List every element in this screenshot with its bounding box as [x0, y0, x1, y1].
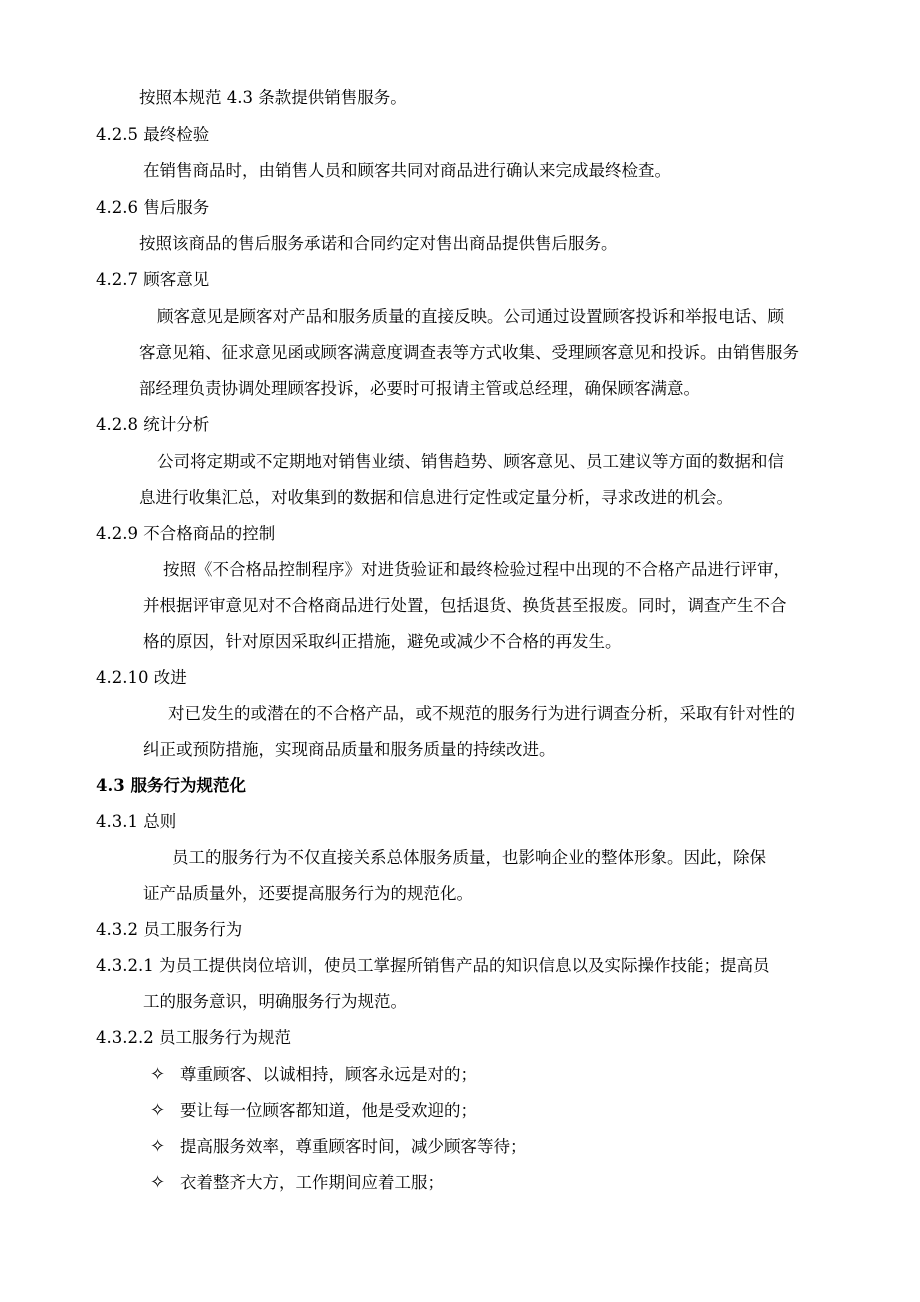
section-heading-4-3: 4.3 服务行为规范化: [96, 776, 246, 795]
section-heading-4-2-5: 4.2.5 最终检验: [96, 125, 210, 144]
list-item-text: 尊重顾客、以诚相持，顾客永远是对的；: [180, 1065, 477, 1084]
body-text-line: 证产品质量外，还要提高服务行为的规范化。: [143, 884, 473, 903]
section-heading-4-3-2: 4.3.2 员工服务行为: [96, 920, 243, 939]
body-text-line: 纠正或预防措施，实现商品质量和服务质量的持续改进。: [143, 740, 556, 759]
body-text-line: 按照《不合格品控制程序》对进货验证和最终检验过程中出现的不合格产品进行评审，: [163, 560, 790, 579]
body-text-line: 顾客意见是顾客对产品和服务质量的直接反映。公司通过设置顾客投诉和举报电话、顾: [157, 307, 784, 326]
body-text-line: 部经理负责协调处理顾客投诉，必要时可报请主管或总经理，确保顾客满意。: [139, 379, 700, 398]
body-text-line: 按照本规范 4.3 条款提供销售服务。: [139, 88, 407, 107]
body-text-line: 客意见箱、征求意见函或顾客满意度调查表等方式收集、受理顾客意见和投诉。由销售服务: [139, 343, 799, 362]
section-heading-4-2-8: 4.2.8 统计分析: [96, 415, 210, 434]
list-item-text: 提高服务效率，尊重顾客时间，减少顾客等待；: [180, 1137, 527, 1156]
section-heading-4-2-6: 4.2.6 售后服务: [96, 198, 210, 217]
body-text-line: 在销售商品时，由销售人员和顾客共同对商品进行确认来完成最终检查。: [143, 161, 671, 180]
body-text-line: 员工的服务行为不仅直接关系总体服务质量，也影响企业的整体形象。因此，除保: [172, 848, 766, 867]
body-text-line: 息进行收集汇总，对收集到的数据和信息进行定性或定量分析，寻求改进的机会。: [139, 488, 733, 507]
section-heading-4-3-2-2: 4.3.2.2 员工服务行为规范: [96, 1028, 291, 1047]
body-text-line: 4.3.2.1 为员工提供岗位培训，使员工掌握所销售产品的知识信息以及实际操作技能；提高员: [96, 956, 770, 975]
sparkle-bullet-icon: ✧: [150, 1136, 166, 1157]
body-text-line: 对已发生的或潜在的不合格产品，或不规范的服务行为进行调查分析，采取有针对性的: [168, 704, 795, 723]
list-item-text: 要让每一位顾客都知道，他是受欢迎的；: [180, 1101, 477, 1120]
list-item-text: 衣着整齐大方，工作期间应着工服；: [180, 1173, 444, 1192]
sparkle-bullet-icon: ✧: [150, 1172, 166, 1193]
body-text-line: 按照该商品的售后服务承诺和合同约定对售出商品提供售后服务。: [139, 234, 618, 253]
sparkle-bullet-icon: ✧: [150, 1064, 166, 1085]
body-text-line: 工的服务意识，明确服务行为规范。: [143, 992, 407, 1011]
section-heading-4-3-1: 4.3.1 总则: [96, 812, 177, 831]
body-text-line: 公司将定期或不定期地对销售业绩、销售趋势、顾客意见、员工建议等方面的数据和信: [157, 452, 784, 471]
section-heading-4-2-9: 4.2.9 不合格商品的控制: [96, 524, 276, 543]
body-text-line: 格的原因，针对原因采取纠正措施，避免或减少不合格的再发生。: [143, 632, 622, 651]
body-text-line: 并根据评审意见对不合格商品进行处置，包括退货、换货甚至报废。同时，调查产生不合: [143, 596, 787, 615]
section-heading-4-2-7: 4.2.7 顾客意见: [96, 270, 210, 289]
sparkle-bullet-icon: ✧: [150, 1100, 166, 1121]
section-heading-4-2-10: 4.2.10 改进: [96, 668, 187, 687]
